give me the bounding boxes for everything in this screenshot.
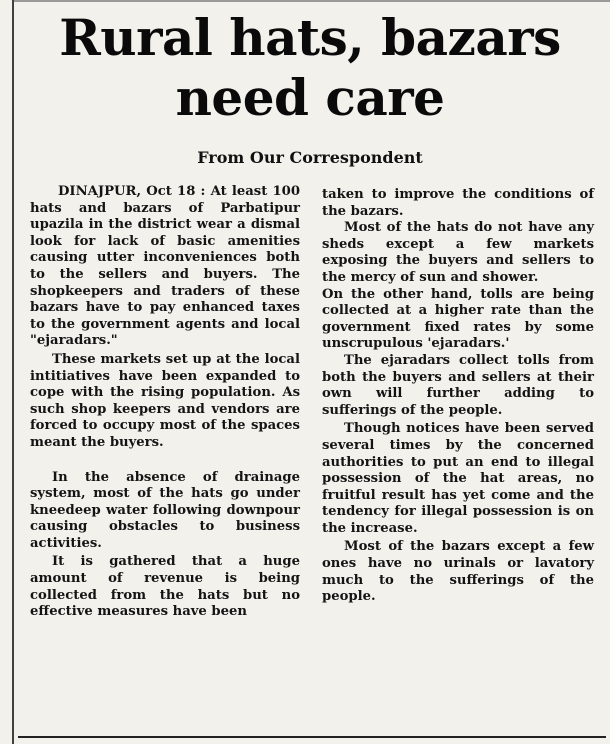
paragraph: Most of the hats do not have any sheds except a few markets exposing the buyers and sellers to the mercy of sun and shower. [322, 220, 594, 285]
paragraph-continued: taken to improve the conditions of the bazars. [322, 187, 594, 219]
paragraph: The ejaradars collect tolls from both the buyers and sellers at their own will further adding to sufferings of the people. [322, 352, 594, 418]
dateline: DINAJPUR, Oct 18 : [58, 184, 206, 199]
paragraph: Though notices have been served several times by the concerned authorities to put an end to illegal possession of the hat areas, no fruitful result has yet come and the tendency for illegal possession is on the increase. [322, 421, 594, 536]
paragraph: Most of the bazars except a few ones have no urinals or lavatory much to the sufferings of the people. [322, 539, 594, 605]
bottom-rule [18, 736, 606, 738]
paragraph: It is gathered that a huge amount of revenue is being collected from the hats but no effective measures have been [30, 554, 300, 620]
headline-line-2: need care [175, 68, 445, 127]
paragraph: On the other hand, tolls are being collected at a higher rate than the government fixed rates by some unscrupulous 'ejaradars.' [322, 286, 594, 352]
paragraph: These markets set up at the local intitiatives have been expanded to cope with the rising population. As such shop keepers and vendors are forced to occupy most of the spaces meant the buyers. [30, 351, 300, 450]
paragraph: In the absence of drainage system, most of the hats go under kneedeep water following downpour causing obstacles to business activities. [30, 469, 300, 551]
article-column-right [322, 187, 594, 606]
headline-line-1: Rural hats, bazars [59, 8, 561, 67]
paragraph-text: At least 100 hats and bazars of Parbatipur upazila in the district wear a dismal look for lack of basic amenities causing utter inconveniences both to the sellers and buyers. The shopkeepers and traders of these bazars have to pay enhanced taxes to the government agents and local "ejaradars." [30, 184, 301, 349]
article-column-left [30, 184, 300, 621]
headline [20, 8, 600, 128]
column-divider-rule [12, 0, 14, 744]
byline: From Our Correspondent [197, 148, 423, 167]
top-edge-rule [14, 0, 610, 2]
paragraph [30, 184, 300, 350]
